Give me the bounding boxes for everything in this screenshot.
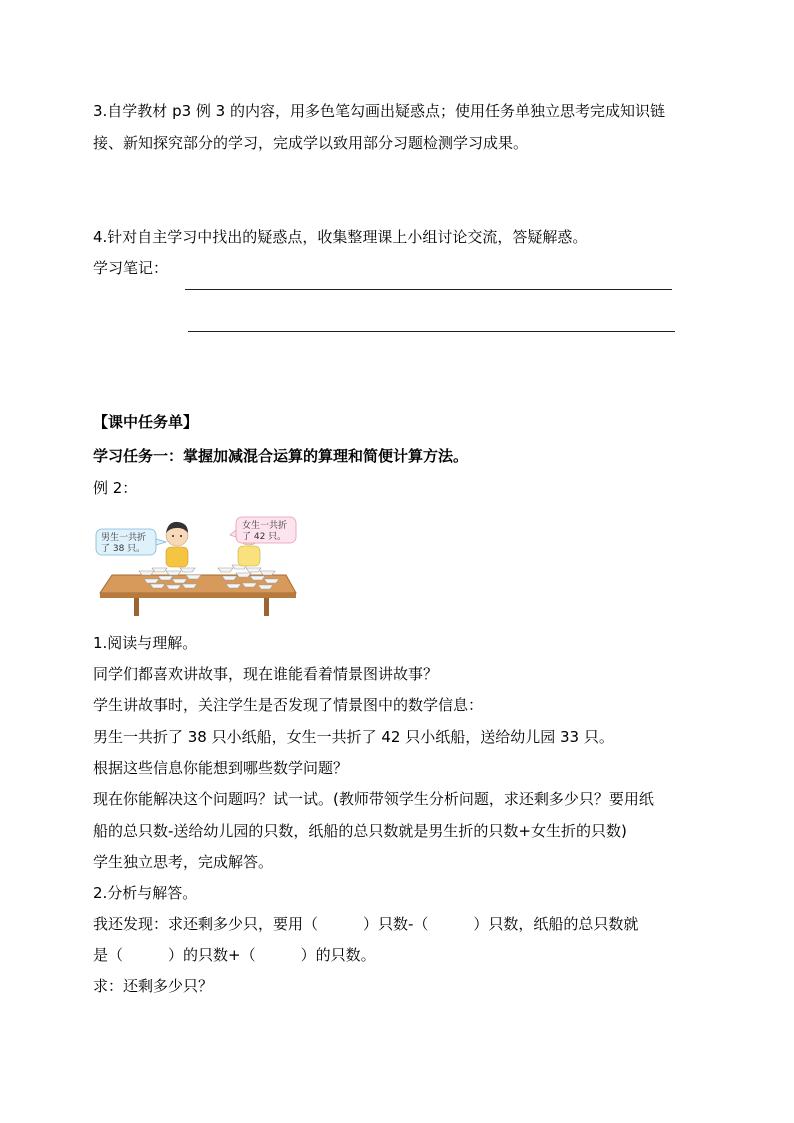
item4-text: 4.针对自主学习中找出的疑惑点，收集整理课上小组讨论交流，答疑解惑。 bbox=[93, 228, 588, 246]
notes-label: 学习笔记： bbox=[93, 259, 169, 277]
item3-line1: 3.自学教材 p3 例 3 的内容，用多色笔勾画出疑惑点；使用任务单独立思考完成知识链 bbox=[93, 102, 665, 120]
table-leg-left bbox=[134, 598, 139, 616]
girl-bubble-line1: 女生一共折 bbox=[242, 521, 288, 531]
body-line: 同学们都喜欢讲故事，现在谁能看着情景图讲故事？ bbox=[93, 665, 439, 683]
question-line: 求：还剩多少只？ bbox=[93, 977, 214, 995]
boy-figure bbox=[166, 522, 188, 567]
body-line: 学生独立思考，完成解答。 bbox=[93, 853, 274, 871]
fill-in-line: 是（ ）的只数+（ ）的只数。 bbox=[93, 946, 376, 964]
example-label: 例 2： bbox=[93, 479, 138, 497]
girl-bubble-line2: 了 42 只。 bbox=[242, 532, 287, 542]
fill-in-line: 我还发现：求还剩多少只，要用（ ）只数-（ ）只数，纸船的总只数就 bbox=[93, 915, 639, 933]
section1-title: 1.阅读与理解。 bbox=[93, 634, 198, 652]
body-line: 根据这些信息你能想到哪些数学问题？ bbox=[93, 759, 349, 777]
girl-speech-bubble bbox=[230, 517, 296, 543]
boy-bubble-line2: 了 38 只。 bbox=[101, 544, 146, 554]
section2-title: 2.分析与解答。 bbox=[93, 884, 198, 902]
boy-bubble-line1: 男生一共折 bbox=[101, 533, 147, 543]
in-class-header: 【课中任务单】 bbox=[93, 413, 199, 431]
body-line: 船的总只数-送给幼儿园的只数，纸船的总只数就是男生折的只数+女生折的只数) bbox=[93, 822, 627, 840]
notes-line-2 bbox=[188, 331, 675, 332]
table-leg-right bbox=[264, 598, 269, 616]
boy-speech-bubble bbox=[96, 529, 166, 555]
body-line: 现在你能解决这个问题吗？试一试。(教师带领学生分析问题，求还剩多少只？要用纸 bbox=[93, 790, 654, 808]
item3-line2: 接、新知探究部分的学习，完成学以致用部分习题检测学习成果。 bbox=[93, 134, 529, 152]
body-line: 男生一共折了 38 只小纸船，女生一共折了 42 只小纸船，送给幼儿园 33 只。 bbox=[93, 728, 614, 746]
illustration-svg bbox=[94, 513, 304, 617]
notes-line-1 bbox=[185, 289, 672, 290]
paper-boat-illustration bbox=[94, 513, 304, 617]
body-line: 学生讲故事时，关注学生是否发现了情景图中的数学信息： bbox=[93, 696, 484, 714]
table-edge bbox=[100, 593, 296, 598]
task1-title: 学习任务一：掌握加减混合运算的算理和简便计算方法。 bbox=[93, 447, 469, 465]
